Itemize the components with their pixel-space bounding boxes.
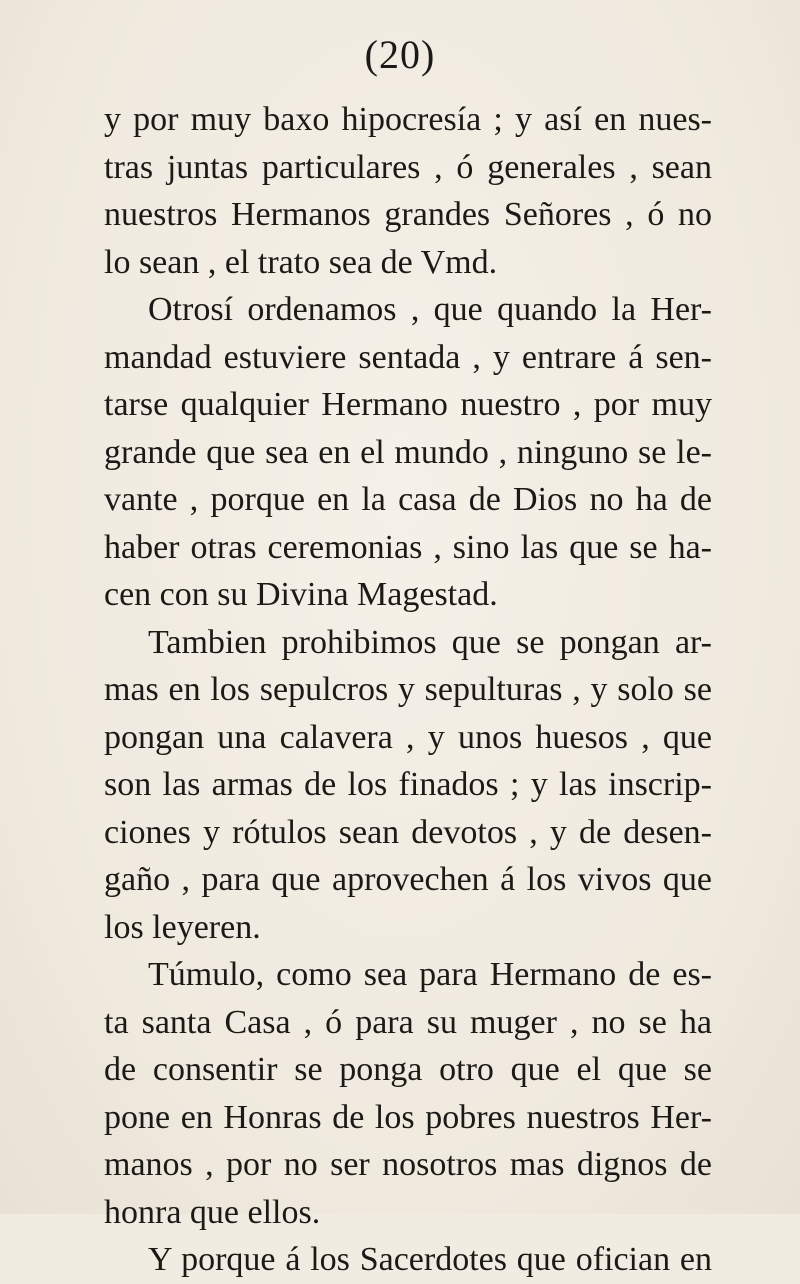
text-line: lo sean , el trato sea de Vmd. [104, 243, 498, 281]
text-line: Otrosí ordenamos , que quando la Her- [148, 291, 712, 328]
text-line: tarse qualquier Hermano nuestro , por muy [104, 386, 712, 423]
text-line: Túmulo, como sea para Hermano de es- [148, 956, 712, 993]
text-line: gaño , para que aprovechen á los vivos que [104, 861, 712, 898]
text-line: vante , porque en la casa de Dios no ha de [104, 481, 712, 518]
text-line: pone en Honras de los pobres nuestros Her- [104, 1098, 712, 1136]
text-line: son las armas de los finados ; y las inscrip- [104, 766, 712, 803]
text-line: los leyeren. [104, 908, 261, 946]
text-line: grande que sea en el mundo , ninguno se le- [104, 433, 712, 471]
text-line: de consentir se ponga otro que el que se [104, 1051, 712, 1088]
text-line: pongan una calavera , y unos huesos , que [104, 718, 712, 756]
text-line: Y porque á los Sacerdotes que ofician en [148, 1241, 712, 1278]
text-line: y por muy baxo hipocresía ; y así en nues- [104, 101, 712, 138]
text-line: tras juntas particulares , ó generales , sean [104, 148, 712, 186]
text-line: haber otras ceremonias , sino las que se ha- [104, 528, 712, 566]
text-line: mandad estuviere sentada , y entrare á sen- [104, 338, 712, 376]
text-line: cen con su Divina Magestad. [104, 576, 498, 613]
text-line: manos , por no ser nosotros mas dignos de [104, 1146, 712, 1183]
body-text [104, 96, 712, 1284]
text-line: ta santa Casa , ó para su muger , no se ha [104, 1003, 712, 1041]
text-line: Tambien prohibimos que se pongan ar- [148, 623, 712, 661]
text-line: nuestros Hermanos grandes Señores , ó no [104, 196, 712, 233]
text-line: honra que ellos. [104, 1193, 321, 1231]
text-line: ciones y rótulos sean devotos , y de desen- [104, 813, 712, 851]
text-line: mas en los sepulcros y sepulturas , y solo se [104, 671, 712, 708]
page-number: (20) [364, 32, 436, 77]
